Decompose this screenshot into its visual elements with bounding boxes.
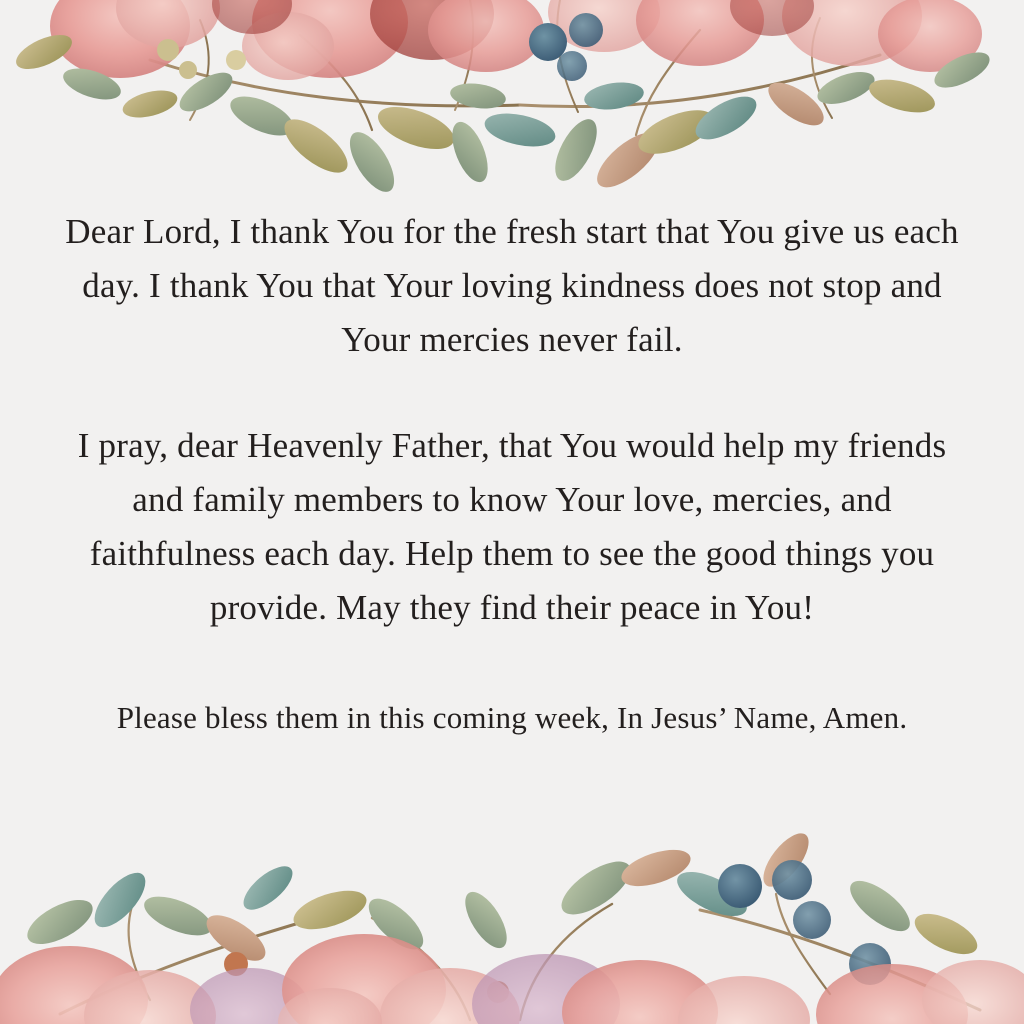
floral-border-bottom: [0, 814, 1024, 1024]
floral-border-top: [0, 0, 1024, 215]
prayer-paragraph-2: I pray, dear Heavenly Father, that You would help my friends and family members to know Your love, mercies, and faithfulness each day. Help them to see the good things you provide. May they find their peace in You!: [77, 426, 947, 627]
prayer-paragraph-1: Dear Lord, I thank You for the fresh start that You give us each day. I thank You that Your loving kindness does not stop and Your mercies never fail.: [65, 212, 959, 359]
prayer-closing-line: Please bless them in this coming week, In Jesus’ Name, Amen.: [116, 700, 908, 735]
prayer-text-block: [0, 205, 1024, 745]
